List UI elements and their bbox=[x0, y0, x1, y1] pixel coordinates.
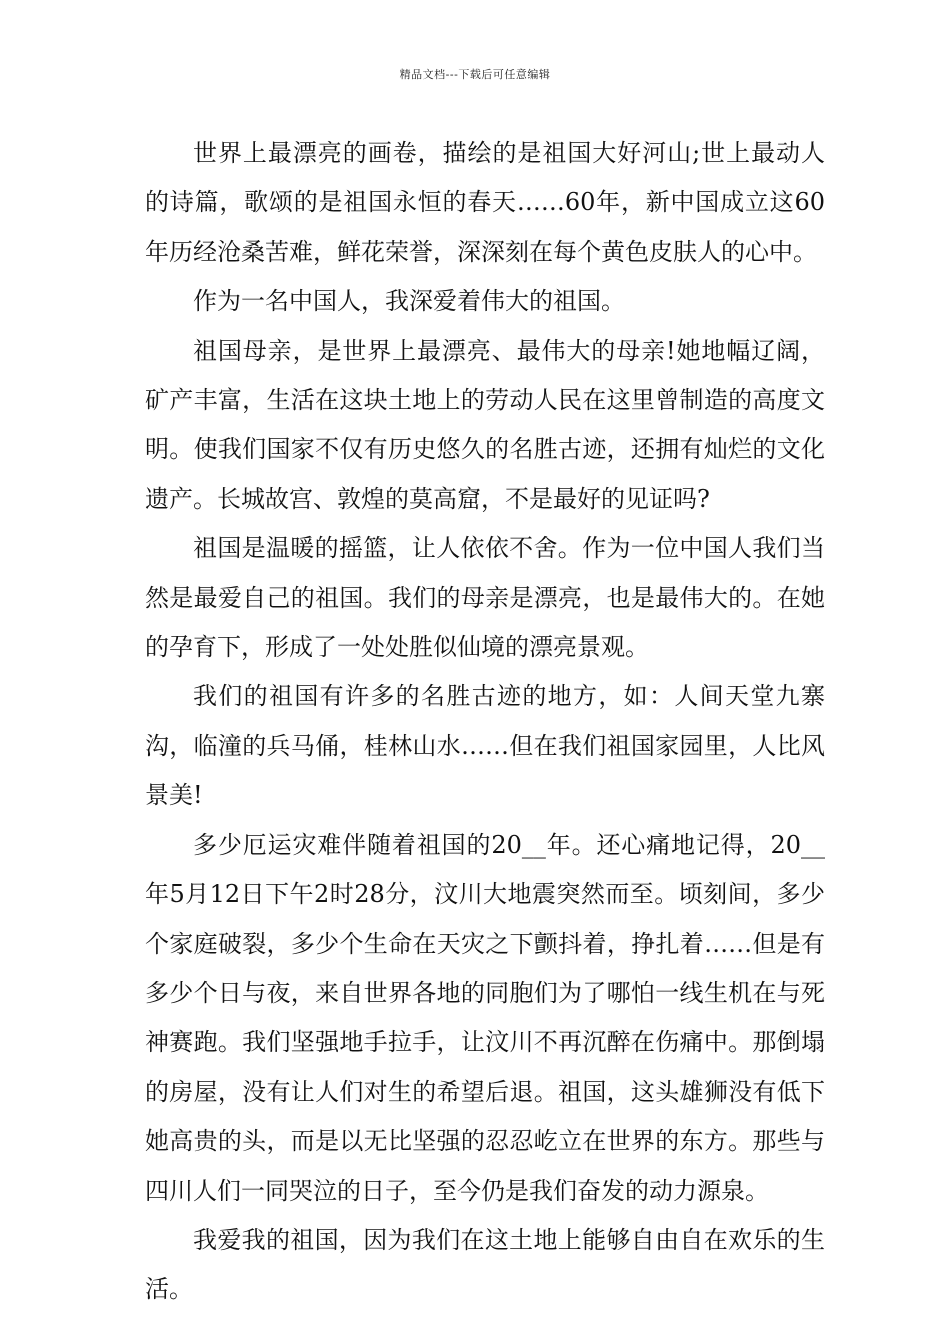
page-header: 精品文档---下载后可任意编辑 bbox=[399, 68, 551, 81]
document-body bbox=[145, 129, 825, 1315]
paragraph: 我爱我的祖国，因为我们在这土地上能够自由自在欢乐的生活。 bbox=[145, 1225, 825, 1304]
paragraph: 多少厄运灾难伴随着祖国的20__年。还心痛地记得，20__年5月12日下午2时28分，汶川大地震突然而至。顷刻间，多少个家庭破裂，多少个生命在天灾之下颤抖着，挣扎着……但是有多少个日与夜，来自世界各地的同胞们为了哪怕一线生机在与死神赛跑。我们坚强地手拉手，让汶川不再沉醉在伤痛中。那倒塌的房屋，没有让人们对生的希望后退。祖国，这头雄狮没有低下她高贵的头，而是以无比坚强的忍忍屹立在世界的东方。那些与四川人们一同哭泣的日子，至今仍是我们奋发的动力源泉。 bbox=[145, 830, 825, 1205]
paragraph: 祖国母亲，是世界上最漂亮、最伟大的母亲!她地幅辽阔，矿产丰富，生活在这块土地上的劳动人民在这里曾制造的高度文明。使我们国家不仅有历史悠久的名胜古迹，还拥有灿烂的文化遗产。长城故宫、敦煌的莫高窟，不是最好的见证吗? bbox=[145, 336, 825, 513]
paragraph: 世界上最漂亮的画卷，描绘的是祖国大好河山;世上最动人的诗篇，歌颂的是祖国永恒的春天……60年，新中国成立这60年历经沧桑苦难，鲜花荣誉，深深刻在每个黄色皮肤人的心中。 bbox=[145, 139, 825, 266]
paragraph: 我们的祖国有许多的名胜古迹的地方，如：人间天堂九寨沟，临潼的兵马俑，桂林山水……但在我们祖国家园里，人比风景美! bbox=[145, 682, 825, 810]
paragraph: 作为一名中国人，我深爱着伟大的祖国。 bbox=[193, 287, 625, 316]
paragraph: 祖国是温暖的摇篮，让人依依不舍。作为一位中国人我们当然是最爱自己的祖国。我们的母亲是漂亮，也是最伟大的。在她的孕育下，形成了一处处胜似仙境的漂亮景观。 bbox=[145, 534, 825, 662]
